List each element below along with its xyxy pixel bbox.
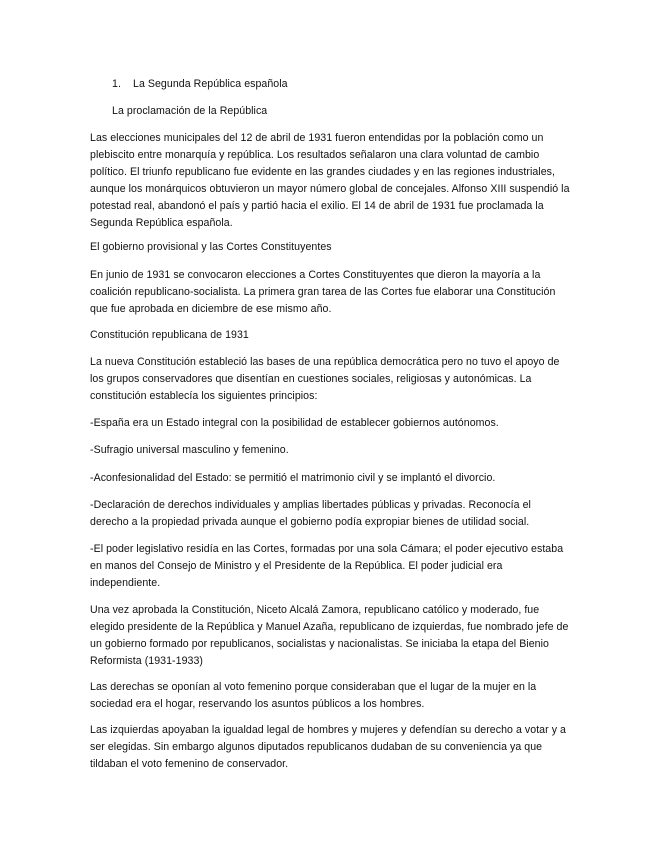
- paragraph-alcala-zamora-azana: Una vez aprobada la Constitución, Niceto Alcalá Zamora, republicano católico y moderado, fue elegido presidente de la República y Manuel Azaña, republicano de izquierdas, fue nombrado jefe de un gobierno formado por republicanos, socialistas y nacionalistas. Se iniciaba la etapa del Bienio Reformista (1931-1933): [90, 604, 569, 667]
- section-number: 1.: [112, 78, 121, 90]
- subsection-heading: La proclamación de la República: [112, 105, 268, 117]
- heading-constitution-1931: Constitución republicana de 1931: [90, 329, 249, 341]
- principle-separation-of-powers: -El poder legislativo residía en las Cortes, formadas por una sola Cámara; el poder ejecutivo estaba en manos del Consejo de Ministro y el Presidente de la República. El poder judicial era independiente.: [90, 543, 564, 589]
- principle-universal-suffrage: -Sufragio universal masculino y femenino.: [90, 444, 289, 456]
- paragraph-new-constitution: La nueva Constitución estableció las bases de una república democrática pero no tuvo el apoyo de los grupos conservadores que disentían en cuestiones sociales, religiosas y autonómicas. La constitución establecía los siguientes principios:: [90, 356, 560, 402]
- paragraph-left-support-equality: Las izquierdas apoyaban la igualdad legal de hombres y mujeres y defendían su derecho a votar y a ser elegidas. Sin embargo algunos diputados republicanos dudaban de su conveniencia ya que tildaban el voto femenino de conservador.: [90, 724, 566, 770]
- principle-secular-state: -Aconfesionalidad del Estado: se permitió el matrimonio civil y se implantó el divorcio.: [90, 472, 496, 484]
- principle-integral-state: -España era un Estado integral con la posibilidad de establecer gobiernos autónomos.: [90, 417, 499, 429]
- paragraph-proclamation: Las elecciones municipales del 12 de abril de 1931 fueron entendidas por la población como un plebiscito entre monarquía y república. Los resultados señalaron una clara voluntad de cambio político. El triunfo republicano fue evidente en las grandes ciudades y en las regiones industriales, aunque los monárquicos obtuvieron un mayor número global de concejales. Alfonso XIII suspendió la potestad real, abandonó el país y partió hacia el exilio. El 14 de abril de 1931 fue proclamada la Segunda República española.: [90, 132, 570, 229]
- section-heading: [112, 76, 532, 93]
- paragraph-right-against-female-vote: Las derechas se oponían al voto femenino porque consideraban que el lugar de la mujer en la sociedad era el hogar, reservando los asuntos públicos a los hombres.: [90, 681, 537, 710]
- heading-provisional-government: El gobierno provisional y las Cortes Constituyentes: [90, 241, 332, 253]
- paragraph-constituent-cortes: En junio de 1931 se convocaron elecciones a Cortes Constituyentes que dieron la mayoría a la coalición republicano-socialista. La primera gran tarea de las Cortes fue elaborar una Constitución que fue aprobada en diciembre de ese mismo año.: [90, 269, 556, 315]
- section-title: La Segunda República española: [133, 78, 288, 90]
- principle-rights-declaration: -Declaración de derechos individuales y amplias libertades públicas y privadas. Reconocía el derecho a la propiedad privada aunque el gobierno podía expropiar bienes de utilidad social.: [90, 499, 531, 528]
